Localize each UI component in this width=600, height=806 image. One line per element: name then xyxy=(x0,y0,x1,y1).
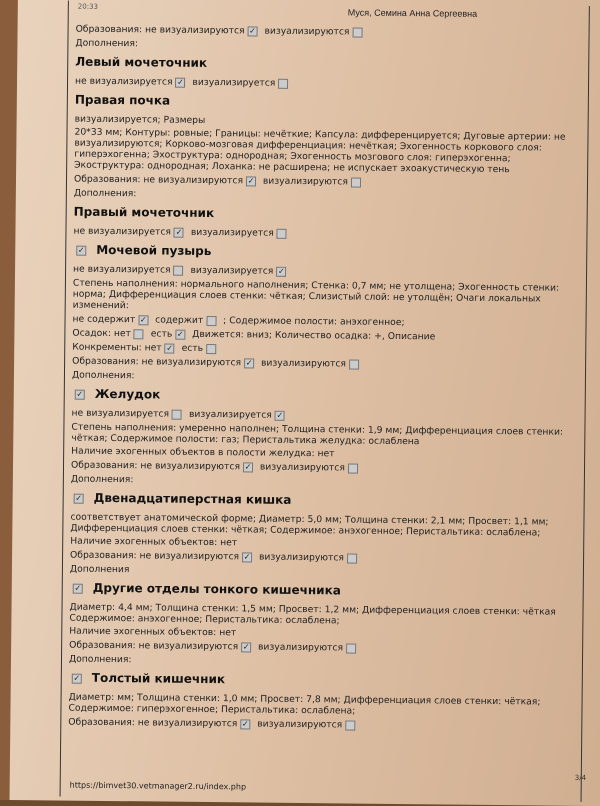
section-title: Правая почка xyxy=(74,92,171,108)
additions-label: Дополнения: xyxy=(73,187,137,200)
section-checkbox[interactable] xyxy=(74,493,84,503)
additions-label: Дополнения xyxy=(69,563,130,576)
section-title: Другие отделы тонкого кишечника xyxy=(92,580,341,598)
additions-label: Дополнения: xyxy=(75,37,139,50)
checkbox[interactable] xyxy=(206,315,216,325)
checkbox[interactable] xyxy=(244,358,254,368)
section-heading xyxy=(69,670,569,689)
checkbox-row xyxy=(75,76,575,92)
additions-label: Дополнения: xyxy=(70,473,134,486)
checkbox-label: визуализируется xyxy=(192,76,276,89)
checkbox-label: содержит xyxy=(155,314,204,326)
description-text: Диаметр: мм; Толщина стенки: 1,0 мм; Просвет: 7,8 мм; Дифференциация слоев стенки: чёткая; Содержимое: гиперэхогенное; Перистальтика: ослаблена; xyxy=(68,691,541,717)
checkbox-label: не визуализируется xyxy=(73,263,171,276)
section-heading xyxy=(72,386,572,405)
row-text: ; Содержимое полости: анэхогенное; xyxy=(223,315,405,329)
section-checkbox[interactable] xyxy=(73,583,83,593)
checkbox[interactable] xyxy=(276,266,286,276)
section-heading xyxy=(71,490,571,509)
checkbox-label: Образования: не визуализируются xyxy=(73,173,244,187)
section-checkbox[interactable] xyxy=(75,389,85,399)
description-text: Степень наполнения: нормального наполнения; Стенка: 0,7 мм; не утолщена; Эхогенность стенки: норма; Дифференциация слоев стенки: чёткая; Слизистый слой: не утолщён; Очаги локальных изменений: xyxy=(72,277,560,312)
section-title: Двенадцатиперстная кишка xyxy=(93,490,292,507)
report-section xyxy=(71,242,573,386)
checkbox-label: не визуализируется xyxy=(73,225,172,238)
description-text: визуализируется; Размеры xyxy=(74,113,206,126)
checkbox[interactable] xyxy=(351,177,361,187)
checkbox-label: визуализируются xyxy=(260,357,347,370)
additions-label: Дополнения: xyxy=(71,369,135,382)
report-section xyxy=(70,386,572,490)
report-section xyxy=(68,670,569,733)
section-title: Правый мочеточник xyxy=(73,204,215,221)
report-section xyxy=(74,54,575,92)
print-time: 20:33 xyxy=(77,2,99,11)
checkbox[interactable] xyxy=(349,359,359,369)
section-heading xyxy=(75,54,575,73)
section-heading xyxy=(73,242,573,261)
checkbox-label: визуализируются xyxy=(264,25,350,38)
checkbox-label: не содержит xyxy=(72,313,136,326)
checkbox-label: есть xyxy=(181,342,204,354)
section-heading xyxy=(70,580,570,599)
report-section xyxy=(73,92,575,204)
checkbox[interactable] xyxy=(248,26,258,36)
checkbox[interactable] xyxy=(346,643,356,653)
checkbox[interactable] xyxy=(174,227,184,237)
description-text: Наличие эхогенных объектов: нет xyxy=(69,625,237,639)
page-number: 3/4 xyxy=(574,773,587,782)
description-text: Наличие эхогенных объектов в полости желудка: нет xyxy=(71,445,335,460)
checkbox-label: не визуализируется xyxy=(74,75,173,88)
section-title: Левый мочеточник xyxy=(75,54,208,70)
checkbox[interactable] xyxy=(243,462,253,472)
description-text: Наличие эхогенных объектов: нет xyxy=(70,535,238,549)
checkbox[interactable] xyxy=(278,78,288,88)
printed-page xyxy=(10,0,600,806)
checkbox-row xyxy=(68,717,568,733)
checkbox-label: Образования: не визуализируются xyxy=(72,355,242,369)
report-section xyxy=(73,204,573,242)
checkbox-label: визуализируются xyxy=(258,551,345,564)
description-text: соответствует анатомической форме; Диаметр: 5,0 мм; Толщина стенки: 2,1 мм; Просвет: 1,1 мм; Дифференциация слоев стенки: чёткая; Содержимое: анэхогенное; Перистальтика: ослаблена; xyxy=(70,511,549,539)
checkbox[interactable] xyxy=(277,228,287,238)
checkbox-label: визуализируется xyxy=(188,408,272,421)
checkbox-label: Образования: не визуализируются xyxy=(75,23,245,37)
report-section xyxy=(75,24,575,54)
row-text: Движется: вниз; Количество осадка: +, Описание xyxy=(192,328,436,343)
checkbox[interactable] xyxy=(246,176,256,186)
checkbox[interactable] xyxy=(134,329,144,339)
checkbox-label: Осадок: нет xyxy=(72,327,131,340)
checkbox[interactable] xyxy=(206,343,216,353)
checkbox[interactable] xyxy=(348,463,358,473)
section-title: Мочевой пузырь xyxy=(96,242,212,259)
checkbox-label: визуализируется xyxy=(190,264,274,277)
report-section xyxy=(69,490,571,580)
checkbox-label: есть xyxy=(150,328,173,340)
patient-name: Муся, Семина Анна Сергеевна xyxy=(347,7,478,19)
section-checkbox[interactable] xyxy=(72,673,82,683)
section-heading xyxy=(73,204,574,223)
checkbox-label: Конкременты: нет xyxy=(72,341,162,354)
additions-label: Дополнения: xyxy=(68,653,132,666)
checkbox-label: визуализируются xyxy=(257,641,344,654)
section-heading xyxy=(74,92,575,111)
checkbox[interactable] xyxy=(172,409,182,419)
checkbox-label: Образования: не визуализируются xyxy=(70,459,241,473)
checkbox-row xyxy=(73,226,573,242)
checkbox[interactable] xyxy=(352,27,362,37)
checkbox-label: не визуализируется xyxy=(71,407,170,420)
checkbox[interactable] xyxy=(347,553,357,563)
report-content xyxy=(68,21,575,737)
section-title: Толстый кишечник xyxy=(91,670,226,687)
checkbox-label: Образования: не визуализируются xyxy=(68,716,238,730)
checkbox[interactable] xyxy=(241,642,251,652)
checkbox-row xyxy=(76,24,576,40)
footer-url: https://bimvet30.vetmanager2.ru/index.php xyxy=(69,780,247,792)
checkbox-label: Образования: не визуализируются xyxy=(69,639,239,653)
description-text: Диаметр: 4,4 мм; Толщина стенки: 1,5 мм; Просвет: 1,2 мм; Дифференциация слоев стенки: чёткая Содержимое: анэхогенное; Перистальтика: ослаблена; xyxy=(69,601,556,627)
report-section xyxy=(68,580,570,670)
checkbox[interactable] xyxy=(175,77,185,87)
checkbox[interactable] xyxy=(175,329,185,339)
section-title: Желудок xyxy=(94,386,161,402)
checkbox-label: Образования: не визуализируются xyxy=(70,549,240,563)
checkbox[interactable] xyxy=(345,720,355,730)
checkbox[interactable] xyxy=(240,719,250,729)
checkbox-label: визуализируются xyxy=(259,461,345,474)
checkbox[interactable] xyxy=(275,410,285,420)
section-checkbox[interactable] xyxy=(76,245,86,255)
checkbox-label: визуализируется xyxy=(190,226,274,239)
checkbox[interactable] xyxy=(165,343,175,353)
description-text: Степень наполнения: умеренно наполнен; Толщина стенки: 1,9 мм; Дифференциация слоев стенки: чёткая; Содержимое полости: газ; Перистальтика желудка: ослаблена xyxy=(71,421,564,448)
checkbox[interactable] xyxy=(138,315,148,325)
checkbox[interactable] xyxy=(242,552,252,562)
checkbox[interactable] xyxy=(174,265,184,275)
checkbox-label: визуализируются xyxy=(257,718,343,731)
description-text: 20*33 мм; Контуры: ровные; Границы: нечёткие; Капсула: дифференцируется; Дуговые артерии: не визуализируются; Корково-мозговая дифференциация: нечёткая; Эхогенность коркового слоя: гиперэхогенна; Эхоструктура: однородная; Эхогенность мозгового слоя: гиперэхогенна; Экоструктура: однородная; Лоханка: не расширена; не испускает эхоакустическую тень xyxy=(74,126,566,176)
checkbox-label: визуализируются xyxy=(262,175,348,188)
